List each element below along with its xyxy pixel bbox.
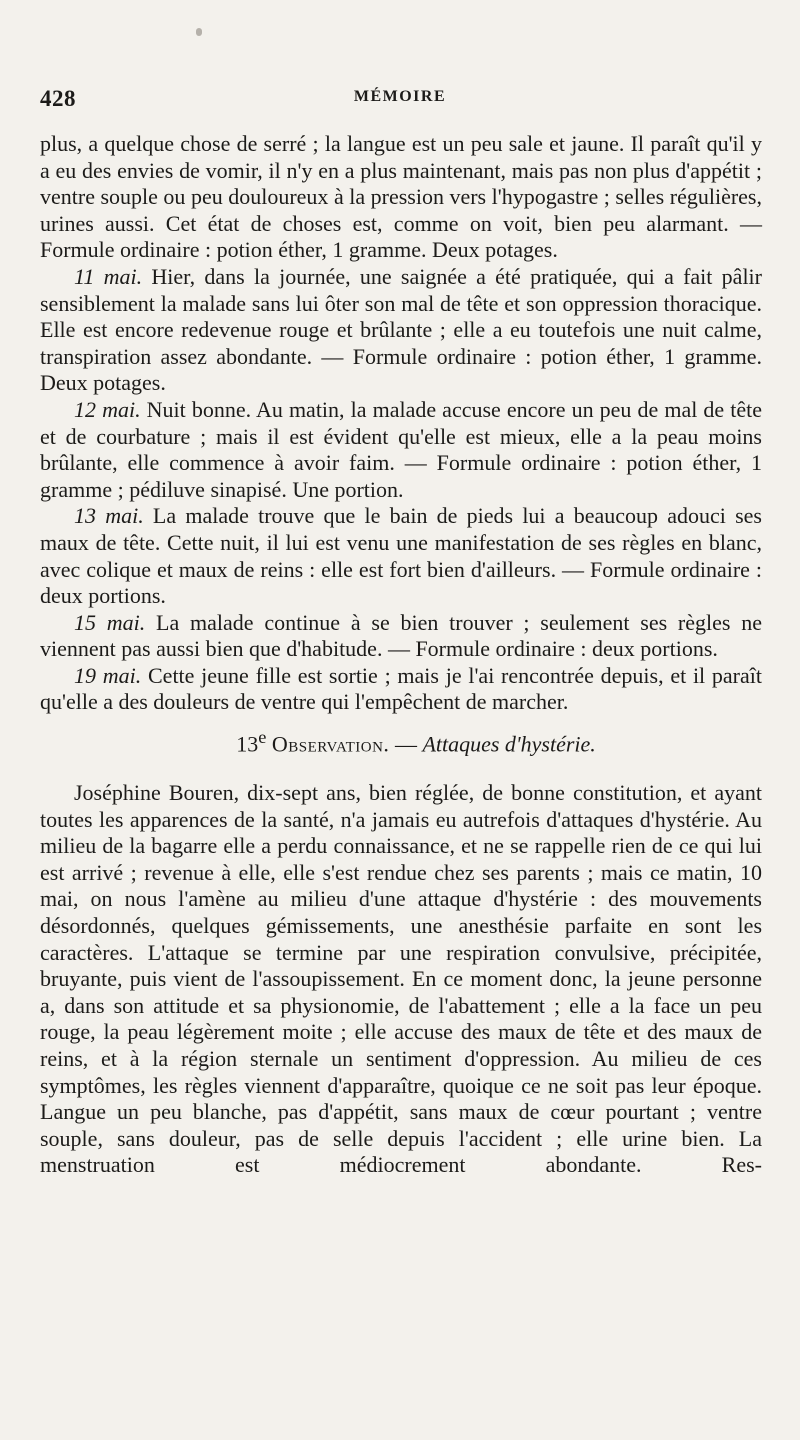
entry-text: Cette jeune fille est sortie ; mais je l'ai rencontrée depuis, et il paraît qu'elle a des douleurs de ventre qui l'empêchent de marcher.	[40, 662, 762, 715]
entry-15-mai	[40, 610, 762, 663]
entry-date: 12 mai.	[74, 396, 141, 422]
observation-dash: —	[389, 731, 423, 757]
observation-title: Attaques d'hystérie.	[422, 731, 596, 757]
observation-heading	[40, 724, 762, 758]
entry-text: Hier, dans la journée, une saignée a été pratiquée, qui a fait pâlir sensiblement la malade sans lui ôter son mal de tête et son oppression thoracique. Elle est encore redevenue rouge et brûlante ; elle a eu toutefois une nuit calme, transpiration assez abondante. — Formule ordinaire : potion éther, 1 gramme. Deux potages.	[40, 263, 762, 396]
entry-date: 15 mai.	[74, 609, 146, 635]
body-text	[40, 131, 762, 1179]
running-title: MÉMOIRE	[353, 88, 447, 105]
observation-number: 13	[236, 731, 259, 757]
observation-label: Observation.	[271, 731, 390, 757]
entry-date: 19 mai.	[74, 662, 142, 688]
entry-text: Nuit bonne. Au matin, la malade accuse encore un peu de mal de tête et de courbature ; mais il est évident qu'elle est mieux, elle a la peau moins brûlante, elle commence à avoir faim. — Formule ordinaire : potion éther, 1 gramme ; pédiluve sinapisé. Une portion.	[40, 396, 762, 502]
ink-speck	[196, 28, 202, 36]
entry-date: 13 mai.	[74, 503, 144, 529]
entry-19-mai	[40, 663, 762, 716]
entry-12-mai	[40, 397, 762, 503]
observation-superscript: e	[258, 727, 267, 748]
page-header	[40, 86, 760, 116]
paragraph-text: Joséphine Bouren, dix-sept ans, bien réglée, de bonne constitution, et ayant toutes les apparences de la santé, n'a jamais eu autrefois d'attaques d'hystérie. Au milieu de la bagarre elle a perdu connaissance, et ne se rappelle rien de ce qui lui est arrivé ; revenue à elle, elle s'est rendue chez ses parents ; mais ce matin, 10 mai, on nous l'amène au milieu d'une attaque d'hystérie : des mouvements désordonnés, quelques gémissements, une anesthésie parfaite en sont les caractères. L'attaque se termine par une respiration convulsive, précipitée, bruyante, puis vient de l'assoupissement. En ce moment donc, la jeune personne a, dans son attitude et sa physionomie, de l'abattement ; elle a la face un peu rouge, la peau légèrement moite ; elle accuse des maux de tête et des maux de reins, et à la région sternale un sentiment d'oppression. Au milieu de ces symptômes, les règles viennent d'apparaître, quoique ce ne soit pas leur époque. Langue un peu blanche, pas d'appétit, sans maux de cœur pourtant ; ventre souple, sans douleur, pas de selle depuis l'accident ; elle urine bien. La menstruation est médiocrement abondante. Res-	[40, 779, 762, 1178]
entry-text: La malade trouve que le bain de pieds lui a beaucoup adouci ses maux de tête. Cette nuit, il lui est venu une manifestation de ses règles en blanc, avec colique et maux de reins : elle est fort bien d'ailleurs. — Formule ordinaire : deux portions.	[40, 503, 762, 609]
entry-text: La malade continue à se bien trouver ; seulement ses règles ne viennent pas aussi bien que d'habitude. — Formule ordinaire : deux portions.	[40, 609, 762, 662]
paragraph-continuation	[40, 131, 762, 264]
entry-13-mai	[40, 503, 762, 609]
entry-11-mai	[40, 264, 762, 397]
paragraph-text: plus, a quelque chose de serré ; la langue est un peu sale et jaune. Il paraît qu'il y a eu des envies de vomir, il n'y en a plus maintenant, mais pas non plus d'appétit ; ventre souple ou peu douloureux à la pression vers l'hypogastre ; selles régulières, urines aussi. Cet état de choses est, comme on voit, bien peu alarmant. — Formule ordinaire : potion éther, 1 gramme. Deux potages.	[40, 131, 762, 263]
observation-paragraph	[40, 780, 762, 1179]
page-number: 428	[40, 86, 76, 111]
entry-date: 11 mai.	[74, 263, 143, 289]
